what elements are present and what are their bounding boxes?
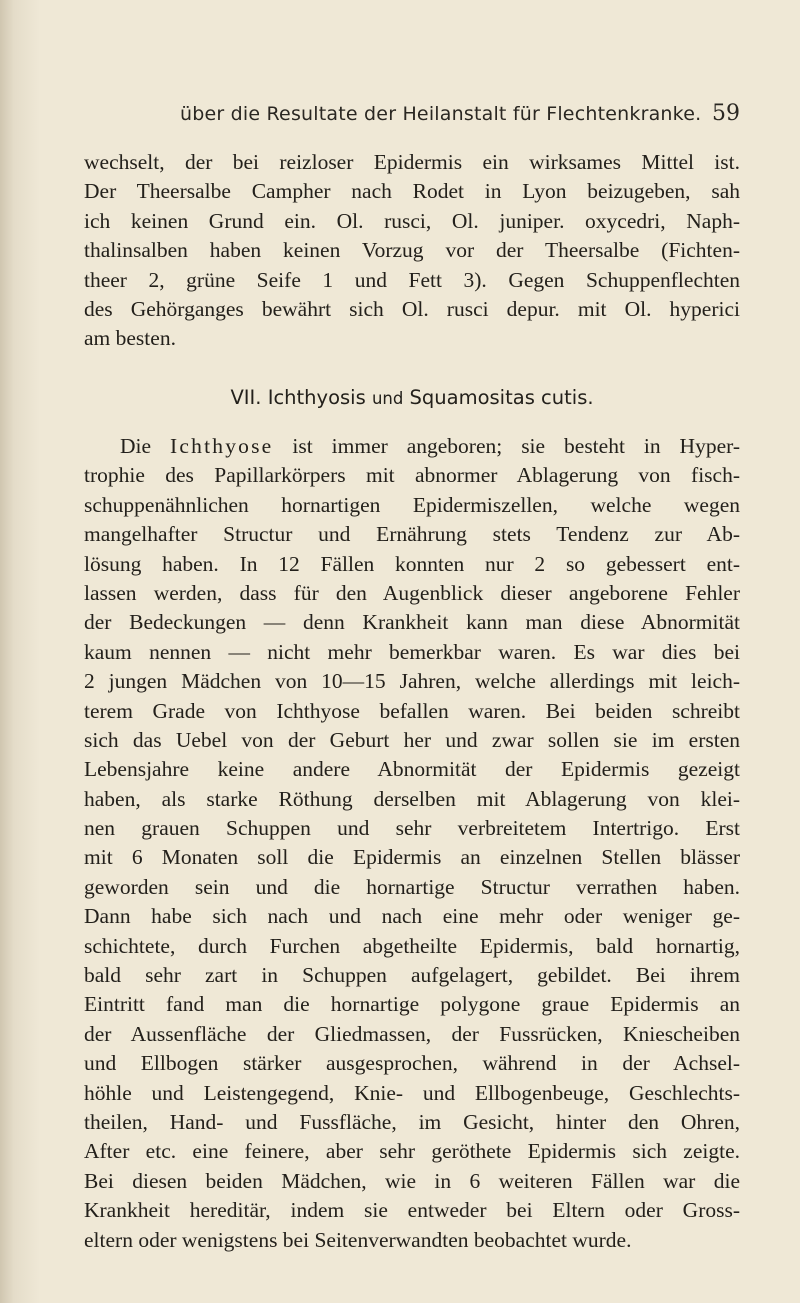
paragraph-1 <box>84 148 740 354</box>
text-line: theilen, Hand- und Fussfläche, im Gesicht, hinter den Ohren, <box>84 1109 740 1134</box>
section-heading <box>84 386 740 409</box>
text-after-emphasis: ist immer angeboren; sie besteht in Hyper- <box>292 434 740 458</box>
text-line: Krankheit hereditär, indem sie entweder bei Eltern oder Gross- <box>84 1198 740 1223</box>
text-line: trophie des Papillarkörpers mit abnormer Ablagerung von fisch- <box>84 463 740 488</box>
text-line: 2 jungen Mädchen von 10—15 Jahren, welche allerdings mit leich- <box>84 669 740 694</box>
text-line: des Gehörganges bewährt sich Ol. rusci depur. mit Ol. hyperici <box>84 296 740 321</box>
page-number: 59 <box>712 101 740 126</box>
text-line: und Ellbogen stärker ausgesprochen, während in der Achsel- <box>84 1051 740 1076</box>
text-line: eltern oder wenigstens bei Seitenverwandten beobachtet wurde. <box>84 1227 632 1252</box>
section-connector: und <box>371 389 404 408</box>
running-title: über die Resultate der Heilanstalt für Flechtenkranke. <box>180 103 702 125</box>
text-line-first <box>84 432 740 461</box>
text-line: ich keinen Grund ein. Ol. rusci, Ol. juniper. oxycedri, Naph- <box>84 208 740 233</box>
text-line: Lebensjahre keine andere Abnormität der Epidermis gezeigt <box>84 757 740 782</box>
text-line: höhle und Leistengegend, Knie- und Ellbogenbeuge, Geschlechts- <box>84 1080 740 1105</box>
section-title-1: Ichthyosis <box>267 386 366 409</box>
text-line: der Aussenfläche der Gliedmassen, der Fussrücken, Kniescheiben <box>84 1021 740 1046</box>
text-line: haben, als starke Röthung derselben mit Ablagerung von klei- <box>84 786 740 811</box>
text-line: schuppenähnlichen hornartigen Epidermiszellen, welche wegen <box>84 492 740 517</box>
text-line: sich das Uebel von der Geburt her und zwar sollen sie im ersten <box>84 727 740 752</box>
text-line: lassen werden, dass für den Augenblick dieser angeborene Fehler <box>84 580 740 605</box>
text-line: geworden sein und die hornartige Structur verrathen haben. <box>84 874 740 899</box>
running-head <box>180 103 740 133</box>
text-line: Der Theersalbe Campher nach Rodet in Lyon beizugeben, sah <box>84 179 740 204</box>
text-line: am besten. <box>84 326 176 351</box>
text-line: mangelhafter Structur und Ernährung stets Tendenz zur Ab- <box>84 522 740 547</box>
text-line: Dann habe sich nach und nach eine mehr oder weniger ge- <box>84 904 740 929</box>
text-line: thalinsalben haben keinen Vorzug vor der Theersalbe (Fichten- <box>84 238 740 263</box>
paragraph-2 <box>84 432 740 1255</box>
emphasized-term: Ichthyose <box>170 434 274 458</box>
text-line: bald sehr zart in Schuppen aufgelagert, gebildet. Bei ihrem <box>84 963 740 988</box>
text-line: After etc. eine feinere, aber sehr geröthete Epidermis sich zeigte. <box>84 1139 740 1164</box>
section-title-2: Squamositas cutis. <box>409 386 594 409</box>
text-line: terem Grade von Ichthyose befallen waren. Bei beiden schreibt <box>84 698 740 723</box>
text-line: wechselt, der bei reizloser Epidermis ein wirksames Mittel ist. <box>84 150 740 174</box>
text-line: mit 6 Monaten soll die Epidermis an einzelnen Stellen blässer <box>84 845 740 870</box>
text-line: theer 2, grüne Seife 1 und Fett 3). Gegen Schuppenflechten <box>84 267 740 292</box>
text-line: Eintritt fand man die hornartige polygone graue Epidermis an <box>84 992 740 1017</box>
text-line: schichtete, durch Furchen abgetheilte Epidermis, bald hornartig, <box>84 933 740 958</box>
text-line: lösung haben. In 12 Fällen konnten nur 2 so gebessert ent- <box>84 551 740 576</box>
text-line: der Bedeckungen — denn Krankheit kann man diese Abnormität <box>84 610 740 635</box>
text-line: kaum nennen — nicht mehr bemerkbar waren. Es war dies bei <box>84 639 740 664</box>
section-number: VII. <box>230 386 262 409</box>
text-before-emphasis: Die <box>120 434 152 458</box>
text-line: nen grauen Schuppen und sehr verbreitetem Intertrigo. Erst <box>84 816 740 841</box>
text-line: Bei diesen beiden Mädchen, wie in 6 weiteren Fällen war die <box>84 1168 740 1193</box>
